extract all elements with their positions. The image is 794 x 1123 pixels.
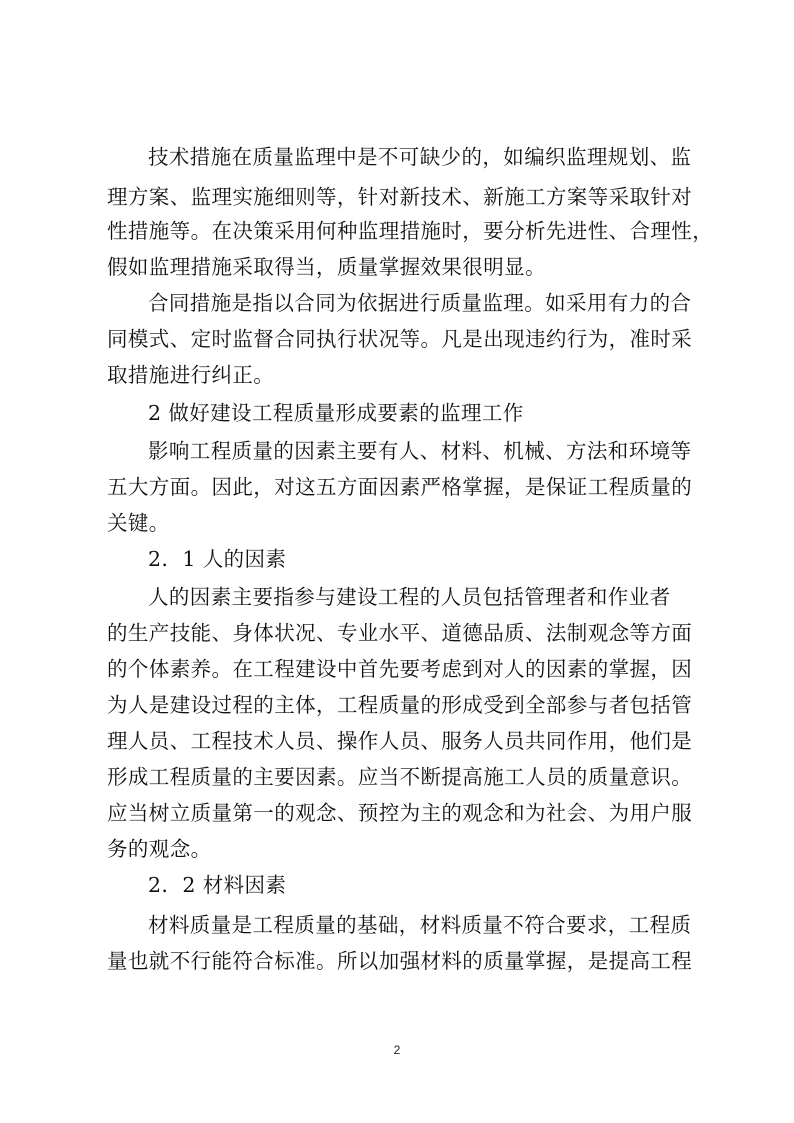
text-line: 的个体素养。在工程建设中首先要考虑到对人的因素的掌握，因 bbox=[107, 657, 693, 681]
text-line: 理方案、监理实施细则等，针对新技术、新施工方案等采取针对 bbox=[107, 185, 693, 209]
text-line: 理人员、工程技术人员、操作人员、服务人员共同作用，他们是 bbox=[107, 729, 693, 753]
text-line: 务的观念。 bbox=[107, 837, 212, 861]
text-line: 为人是建设过程的主体，工程质量的形成受到全部参与者包括管 bbox=[107, 693, 693, 717]
subsection-heading: 2．1 人的因素 bbox=[148, 547, 287, 571]
page-number: 2 bbox=[393, 1043, 401, 1057]
text-line: 五大方面。因此，对这五方面因素严格掌握，是保证工程质量的 bbox=[107, 475, 693, 499]
text-line: 假如监理措施采取得当，质量掌握效果很明显。 bbox=[107, 255, 546, 279]
text-line: 关键。 bbox=[107, 511, 170, 535]
text-line: 同模式、定时监督合同执行状况等。凡是出现违约行为，准时采 bbox=[107, 327, 693, 351]
text-line: 影响工程质量的因素主要有人、材料、机械、方法和环境等 bbox=[148, 439, 692, 463]
text-line: 合同措施是指以合同为依据进行质量监理。如采用有力的合 bbox=[148, 291, 692, 315]
subsection-heading: 2．2 材料因素 bbox=[148, 873, 287, 897]
text-line: 量也就不行能符合标准。所以加强材料的质量掌握，是提高工程 bbox=[107, 949, 693, 973]
text-line: 人的因素主要指参与建设工程的人员包括管理者和作业者 bbox=[148, 585, 671, 609]
text-line: 取措施进行纠正。 bbox=[107, 363, 275, 387]
text-line: 应当树立质量第一的观念、预控为主的观念和为社会、为用户服 bbox=[107, 801, 693, 825]
text-line: 性措施等。在决策采用何种监理措施时，要分析先进性、合理性， bbox=[107, 219, 714, 243]
text-line: 材料质量是工程质量的基础，材料质量不符合要求，工程质 bbox=[148, 913, 692, 937]
text-line: 的生产技能、身体状况、专业水平、道德品质、法制观念等方面 bbox=[107, 621, 693, 645]
text-line: 技术措施在质量监理中是不可缺少的，如编织监理规划、监 bbox=[148, 145, 692, 169]
text-line: 形成工程质量的主要因素。应当不断提高施工人员的质量意识。 bbox=[107, 765, 693, 789]
section-heading: 2 做好建设工程质量形成要素的监理工作 bbox=[148, 401, 524, 425]
